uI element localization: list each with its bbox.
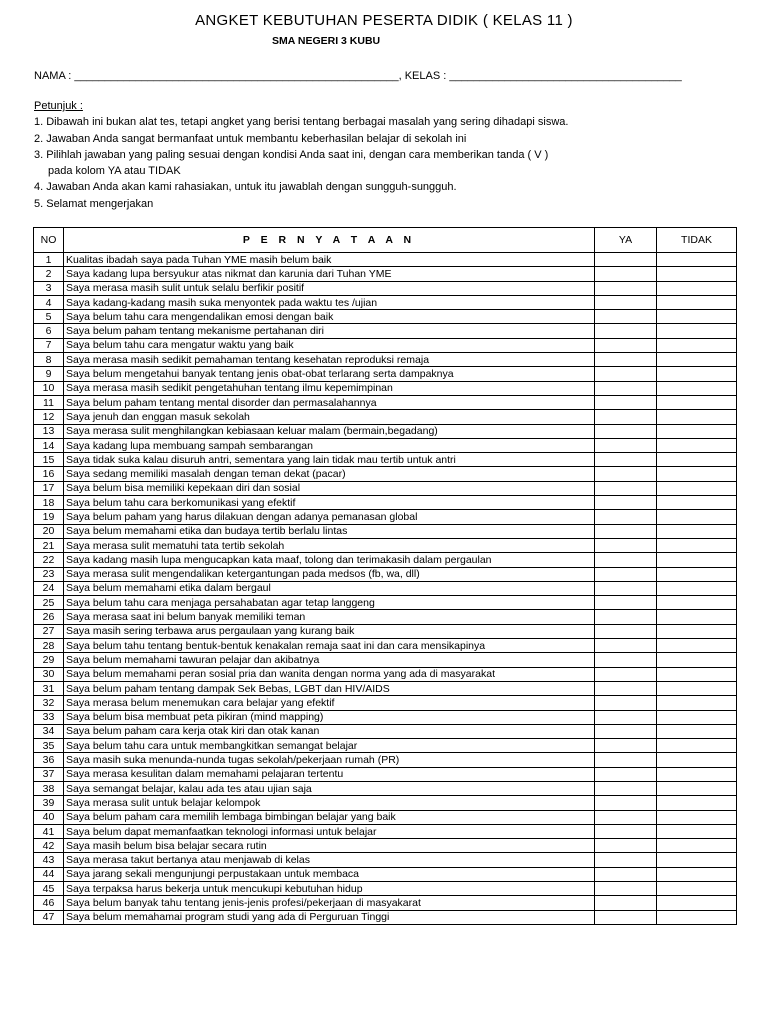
statement-text: Kualitas ibadah saya pada Tuhan YME masih belum baik xyxy=(64,253,595,267)
answer-ya-cell[interactable] xyxy=(595,753,657,767)
table-header-row xyxy=(34,228,737,253)
answer-ya-cell[interactable] xyxy=(595,453,657,467)
answer-tidak-cell[interactable] xyxy=(657,667,737,681)
table-row xyxy=(34,281,737,295)
row-number: 41 xyxy=(34,824,64,838)
answer-tidak-cell[interactable] xyxy=(657,839,737,853)
row-number: 1 xyxy=(34,253,64,267)
row-number: 17 xyxy=(34,481,64,495)
row-number: 21 xyxy=(34,538,64,552)
statement-text: Saya kadang masih lupa mengucapkan kata maaf, tolong dan terimakasih dalam pergaulan xyxy=(64,553,595,567)
instruction-item: 1. Dibawah ini bukan alat tes, tetapi angket yang berisi tentang berbagai masalah yang sering dihadapi siswa. xyxy=(34,116,569,129)
statement-text: Saya merasa sulit mengendalikan ketergantungan pada medsos (fb, wa, dll) xyxy=(64,567,595,581)
answer-ya-cell[interactable] xyxy=(595,538,657,552)
answer-tidak-cell[interactable] xyxy=(657,767,737,781)
answer-tidak-cell[interactable] xyxy=(657,510,737,524)
statement-text: Saya masih suka menunda-nunda tugas sekolah/pekerjaan rumah (PR) xyxy=(64,753,595,767)
header-tidak: TIDAK xyxy=(657,228,737,253)
table-row xyxy=(34,853,737,867)
answer-tidak-cell[interactable] xyxy=(657,267,737,281)
answer-ya-cell[interactable] xyxy=(595,781,657,795)
table-row xyxy=(34,810,737,824)
answer-tidak-cell[interactable] xyxy=(657,481,737,495)
answer-ya-cell[interactable] xyxy=(595,867,657,881)
row-number: 34 xyxy=(34,724,64,738)
table-row xyxy=(34,896,737,910)
table-row xyxy=(34,567,737,581)
table-row xyxy=(34,410,737,424)
answer-tidak-cell[interactable] xyxy=(657,796,737,810)
answer-ya-cell[interactable] xyxy=(595,553,657,567)
statement-text: Saya semangat belajar, kalau ada tes atau ujian saja xyxy=(64,781,595,795)
row-number: 6 xyxy=(34,324,64,338)
row-number: 11 xyxy=(34,395,64,409)
statement-text: Saya belum tahu cara menjaga persahabatan agar tetap langgeng xyxy=(64,596,595,610)
answer-tidak-cell[interactable] xyxy=(657,824,737,838)
statement-text: Saya belum paham tentang dampak Sek Bebas, LGBT dan HIV/AIDS xyxy=(64,681,595,695)
answer-ya-cell[interactable] xyxy=(595,724,657,738)
document-title: ANGKET KEBUTUHAN PESERTA DIDIK ( KELAS 11 ) xyxy=(195,12,573,29)
row-number: 27 xyxy=(34,624,64,638)
table-row xyxy=(34,267,737,281)
table-row xyxy=(34,310,737,324)
statement-text: Saya belum memahami etika dalam bergaul xyxy=(64,581,595,595)
answer-ya-cell[interactable] xyxy=(595,853,657,867)
statement-text: Saya belum paham tentang mental disorder dan permasalahannya xyxy=(64,395,595,409)
table-row xyxy=(34,882,737,896)
table-row xyxy=(34,767,737,781)
answer-tidak-cell[interactable] xyxy=(657,696,737,710)
statement-text: Saya belum tahu tentang bentuk-bentuk kenakalan remaja saat ini dan cara mensikapinya xyxy=(64,639,595,653)
table-row xyxy=(34,753,737,767)
row-number: 13 xyxy=(34,424,64,438)
answer-tidak-cell[interactable] xyxy=(657,867,737,881)
answer-ya-cell[interactable] xyxy=(595,596,657,610)
row-number: 23 xyxy=(34,567,64,581)
answer-ya-cell[interactable] xyxy=(595,824,657,838)
answer-tidak-cell[interactable] xyxy=(657,467,737,481)
statement-text: Saya belum paham tentang mekanisme pertahanan diri xyxy=(64,324,595,338)
statement-text: Saya belum tahu cara untuk membangkitkan semangat belajar xyxy=(64,739,595,753)
instructions xyxy=(34,98,568,212)
table-row xyxy=(34,696,737,710)
answer-ya-cell[interactable] xyxy=(595,567,657,581)
answer-ya-cell[interactable] xyxy=(595,467,657,481)
answer-tidak-cell[interactable] xyxy=(657,781,737,795)
row-number: 46 xyxy=(34,896,64,910)
answer-ya-cell[interactable] xyxy=(595,667,657,681)
answer-ya-cell[interactable] xyxy=(595,710,657,724)
table-body xyxy=(34,253,737,925)
answer-ya-cell[interactable] xyxy=(595,353,657,367)
statement-text: Saya belum memahamai program studi yang ada di Perguruan Tinggi xyxy=(64,910,595,924)
answer-ya-cell[interactable] xyxy=(595,424,657,438)
answer-tidak-cell[interactable] xyxy=(657,424,737,438)
answer-ya-cell[interactable] xyxy=(595,438,657,452)
answer-ya-cell[interactable] xyxy=(595,324,657,338)
answer-ya-cell[interactable] xyxy=(595,524,657,538)
answer-ya-cell[interactable] xyxy=(595,295,657,309)
answer-ya-cell[interactable] xyxy=(595,653,657,667)
statement-text: Saya belum banyak tahu tentang jenis-jenis profesi/pekerjaan di masyakarat xyxy=(64,896,595,910)
answer-tidak-cell[interactable] xyxy=(657,496,737,510)
answer-ya-cell[interactable] xyxy=(595,624,657,638)
table-row xyxy=(34,796,737,810)
row-number: 42 xyxy=(34,839,64,853)
answer-tidak-cell[interactable] xyxy=(657,524,737,538)
answer-tidak-cell[interactable] xyxy=(657,281,737,295)
answer-ya-cell[interactable] xyxy=(595,310,657,324)
table-row xyxy=(34,739,737,753)
answer-tidak-cell[interactable] xyxy=(657,395,737,409)
row-number: 45 xyxy=(34,882,64,896)
statement-text: Saya merasa sulit untuk belajar kelompok xyxy=(64,796,595,810)
statement-text: Saya belum bisa memiliki kepekaan diri dan sosial xyxy=(64,481,595,495)
answer-tidak-cell[interactable] xyxy=(657,453,737,467)
row-number: 15 xyxy=(34,453,64,467)
header-ya: YA xyxy=(595,228,657,253)
row-number: 8 xyxy=(34,353,64,367)
answer-ya-cell[interactable] xyxy=(595,581,657,595)
table-row xyxy=(34,424,737,438)
row-number: 16 xyxy=(34,467,64,481)
statement-text: Saya merasa saat ini belum banyak memiliki teman xyxy=(64,610,595,624)
answer-tidak-cell[interactable] xyxy=(657,896,737,910)
statement-text: Saya merasa sulit mematuhi tata tertib sekolah xyxy=(64,538,595,552)
row-number: 39 xyxy=(34,796,64,810)
answer-ya-cell[interactable] xyxy=(595,267,657,281)
instructions-heading: Petunjuk : xyxy=(34,100,83,112)
table-row xyxy=(34,596,737,610)
statement-text: Saya merasa belum menemukan cara belajar yang efektif xyxy=(64,696,595,710)
answer-tidak-cell[interactable] xyxy=(657,724,737,738)
answer-ya-cell[interactable] xyxy=(595,610,657,624)
table-row xyxy=(34,610,737,624)
table-row xyxy=(34,867,737,881)
answer-tidak-cell[interactable] xyxy=(657,910,737,924)
answer-ya-cell[interactable] xyxy=(595,253,657,267)
table-row xyxy=(34,338,737,352)
table-row xyxy=(34,538,737,552)
statement-text: Saya belum bisa membuat peta pikiran (mind mapping) xyxy=(64,710,595,724)
answer-ya-cell[interactable] xyxy=(595,338,657,352)
table-row xyxy=(34,839,737,853)
statement-text: Saya belum dapat memanfaatkan teknologi informasi untuk belajar xyxy=(64,824,595,838)
header-statement: P E R N Y A T A A N xyxy=(64,228,595,253)
answer-ya-cell[interactable] xyxy=(595,796,657,810)
questionnaire-table xyxy=(33,227,737,925)
answer-ya-cell[interactable] xyxy=(595,810,657,824)
header-no: NO xyxy=(34,228,64,253)
table-row xyxy=(34,510,737,524)
table-row xyxy=(34,624,737,638)
table-row xyxy=(34,724,737,738)
statement-text: Saya belum tahu cara mengendalikan emosi dengan baik xyxy=(64,310,595,324)
row-number: 44 xyxy=(34,867,64,881)
table-row xyxy=(34,653,737,667)
table-row xyxy=(34,496,737,510)
statement-text: Saya sedang memiliki masalah dengan teman dekat (pacar) xyxy=(64,467,595,481)
statement-text: Saya kadang lupa membuang sampah sembarangan xyxy=(64,438,595,452)
table-row xyxy=(34,667,737,681)
answer-ya-cell[interactable] xyxy=(595,367,657,381)
statement-text: Saya jarang sekali mengunjungi perpustakaan untuk membaca xyxy=(64,867,595,881)
statement-text: Saya belum memahami peran sosial pria dan wanita dengan norma yang ada di masyarakat xyxy=(64,667,595,681)
answer-ya-cell[interactable] xyxy=(595,896,657,910)
row-number: 43 xyxy=(34,853,64,867)
statement-text: Saya jenuh dan enggan masuk sekolah xyxy=(64,410,595,424)
answer-tidak-cell[interactable] xyxy=(657,295,737,309)
instruction-item: 4. Jawaban Anda akan kami rahasiakan, untuk itu jawablah dengan sungguh-sungguh. xyxy=(34,181,457,194)
answer-tidak-cell[interactable] xyxy=(657,710,737,724)
statement-text: Saya belum mengetahui banyak tentang jenis obat-obat terlarang serta dampaknya xyxy=(64,367,595,381)
answer-tidak-cell[interactable] xyxy=(657,338,737,352)
table-row xyxy=(34,553,737,567)
table-row xyxy=(34,910,737,924)
row-number: 19 xyxy=(34,510,64,524)
answer-tidak-cell[interactable] xyxy=(657,624,737,638)
table-row xyxy=(34,253,737,267)
answer-tidak-cell[interactable] xyxy=(657,253,737,267)
row-number: 29 xyxy=(34,653,64,667)
answer-ya-cell[interactable] xyxy=(595,882,657,896)
school-name: SMA NEGERI 3 KUBU xyxy=(272,35,381,47)
answer-tidak-cell[interactable] xyxy=(657,639,737,653)
statement-text: Saya belum memahami etika dan budaya tertib berlalu lintas xyxy=(64,524,595,538)
statement-text: Saya kadang-kadang masih suka menyontek pada waktu tes /ujian xyxy=(64,295,595,309)
instruction-item: 5. Selamat mengerjakan xyxy=(34,197,154,210)
statement-text: Saya merasa kesulitan dalam memahami pelajaran tertentu xyxy=(64,767,595,781)
row-number: 31 xyxy=(34,681,64,695)
statement-text: Saya belum paham yang harus dilakuan dengan adanya pemanasan global xyxy=(64,510,595,524)
answer-ya-cell[interactable] xyxy=(595,496,657,510)
answer-ya-cell[interactable] xyxy=(595,281,657,295)
answer-tidak-cell[interactable] xyxy=(657,753,737,767)
statement-text: Saya belum tahu cara berkomunikasi yang efektif xyxy=(64,496,595,510)
answer-ya-cell[interactable] xyxy=(595,395,657,409)
table-row xyxy=(34,710,737,724)
table-row xyxy=(34,581,737,595)
row-number: 10 xyxy=(34,381,64,395)
row-number: 26 xyxy=(34,610,64,624)
name-class-line: NAMA : _____________________________________________________, KELAS : ______________________________________ xyxy=(34,70,682,82)
statement-text: Saya masih belum bisa belajar secara rutin xyxy=(64,839,595,853)
row-number: 18 xyxy=(34,496,64,510)
answer-tidak-cell[interactable] xyxy=(657,310,737,324)
row-number: 32 xyxy=(34,696,64,710)
answer-ya-cell[interactable] xyxy=(595,410,657,424)
table-row xyxy=(34,353,737,367)
statement-text: Saya tidak suka kalau disuruh antri, sementara yang lain tidak mau tertib untuk antri xyxy=(64,453,595,467)
answer-tidak-cell[interactable] xyxy=(657,596,737,610)
answer-ya-cell[interactable] xyxy=(595,381,657,395)
answer-tidak-cell[interactable] xyxy=(657,538,737,552)
row-number: 33 xyxy=(34,710,64,724)
statement-text: Saya merasa masih sulit untuk selalu berfikir positif xyxy=(64,281,595,295)
answer-tidak-cell[interactable] xyxy=(657,567,737,581)
row-number: 3 xyxy=(34,281,64,295)
answer-ya-cell[interactable] xyxy=(595,767,657,781)
row-number: 28 xyxy=(34,639,64,653)
answer-tidak-cell[interactable] xyxy=(657,367,737,381)
answer-ya-cell[interactable] xyxy=(595,681,657,695)
table-row xyxy=(34,524,737,538)
statement-text: Saya belum memahami tawuran pelajar dan akibatnya xyxy=(64,653,595,667)
answer-ya-cell[interactable] xyxy=(595,639,657,653)
answer-tidak-cell[interactable] xyxy=(657,810,737,824)
row-number: 36 xyxy=(34,753,64,767)
row-number: 47 xyxy=(34,910,64,924)
table-row xyxy=(34,438,737,452)
statement-text: Saya masih sering terbawa arus pergaulaan yang kurang baik xyxy=(64,624,595,638)
row-number: 22 xyxy=(34,553,64,567)
instruction-item: 2. Jawaban Anda sangat bermanfaat untuk membantu keberhasilan belajar di sekolah ini xyxy=(34,132,467,145)
table-row xyxy=(34,781,737,795)
table-row xyxy=(34,324,737,338)
statement-text: Saya belum paham cara memilih lembaga bimbingan belajar yang baik xyxy=(64,810,595,824)
answer-tidak-cell[interactable] xyxy=(657,438,737,452)
row-number: 30 xyxy=(34,667,64,681)
row-number: 14 xyxy=(34,438,64,452)
answer-ya-cell[interactable] xyxy=(595,739,657,753)
row-number: 20 xyxy=(34,524,64,538)
row-number: 35 xyxy=(34,739,64,753)
answer-ya-cell[interactable] xyxy=(595,696,657,710)
row-number: 2 xyxy=(34,267,64,281)
table-row xyxy=(34,824,737,838)
answer-tidak-cell[interactable] xyxy=(657,882,737,896)
answer-ya-cell[interactable] xyxy=(595,481,657,495)
answer-ya-cell[interactable] xyxy=(595,510,657,524)
statement-text: Saya belum tahu cara mengatur waktu yang baik xyxy=(64,338,595,352)
answer-ya-cell[interactable] xyxy=(595,910,657,924)
row-number: 9 xyxy=(34,367,64,381)
table-row xyxy=(34,681,737,695)
table-row xyxy=(34,467,737,481)
answer-tidak-cell[interactable] xyxy=(657,739,737,753)
answer-tidak-cell[interactable] xyxy=(657,610,737,624)
table-row xyxy=(34,395,737,409)
row-number: 12 xyxy=(34,410,64,424)
answer-tidak-cell[interactable] xyxy=(657,553,737,567)
statement-text: Saya terpaksa harus bekerja untuk mencukupi kebutuhan hidup xyxy=(64,882,595,896)
answer-tidak-cell[interactable] xyxy=(657,381,737,395)
answer-tidak-cell[interactable] xyxy=(657,681,737,695)
row-number: 7 xyxy=(34,338,64,352)
statement-text: Saya kadang lupa bersyukur atas nikmat dan karunia dari Tuhan YME xyxy=(64,267,595,281)
answer-tidak-cell[interactable] xyxy=(657,410,737,424)
statement-text: Saya merasa masih sedikit pemahaman tentang kesehatan reproduksi remaja xyxy=(64,353,595,367)
row-number: 24 xyxy=(34,581,64,595)
row-number: 5 xyxy=(34,310,64,324)
table-row xyxy=(34,367,737,381)
instruction-item: 3. Pilihlah jawaban yang paling sesuai dengan kondisi Anda saat ini, dengan cara memberikan tanda ( V ) xyxy=(34,148,549,161)
row-number: 37 xyxy=(34,767,64,781)
row-number: 40 xyxy=(34,810,64,824)
table-row xyxy=(34,639,737,653)
row-number: 4 xyxy=(34,295,64,309)
statement-text: Saya merasa sulit menghilangkan kebiasaan keluar malam (bermain,begadang) xyxy=(64,424,595,438)
row-number: 25 xyxy=(34,596,64,610)
answer-ya-cell[interactable] xyxy=(595,839,657,853)
table-row xyxy=(34,381,737,395)
statement-text: Saya belum paham cara kerja otak kiri dan otak kanan xyxy=(64,724,595,738)
table-row xyxy=(34,453,737,467)
answer-tidak-cell[interactable] xyxy=(657,653,737,667)
answer-tidak-cell[interactable] xyxy=(657,324,737,338)
statement-text: Saya merasa takut bertanya atau menjawab di kelas xyxy=(64,853,595,867)
table-row xyxy=(34,295,737,309)
answer-tidak-cell[interactable] xyxy=(657,581,737,595)
answer-tidak-cell[interactable] xyxy=(657,853,737,867)
statement-text: Saya merasa masih sedikit pengetahuhan tentang ilmu kepemimpinan xyxy=(64,381,595,395)
answer-tidak-cell[interactable] xyxy=(657,353,737,367)
table-row xyxy=(34,481,737,495)
row-number: 38 xyxy=(34,781,64,795)
instruction-item-continuation: pada kolom YA atau TIDAK xyxy=(48,165,181,178)
